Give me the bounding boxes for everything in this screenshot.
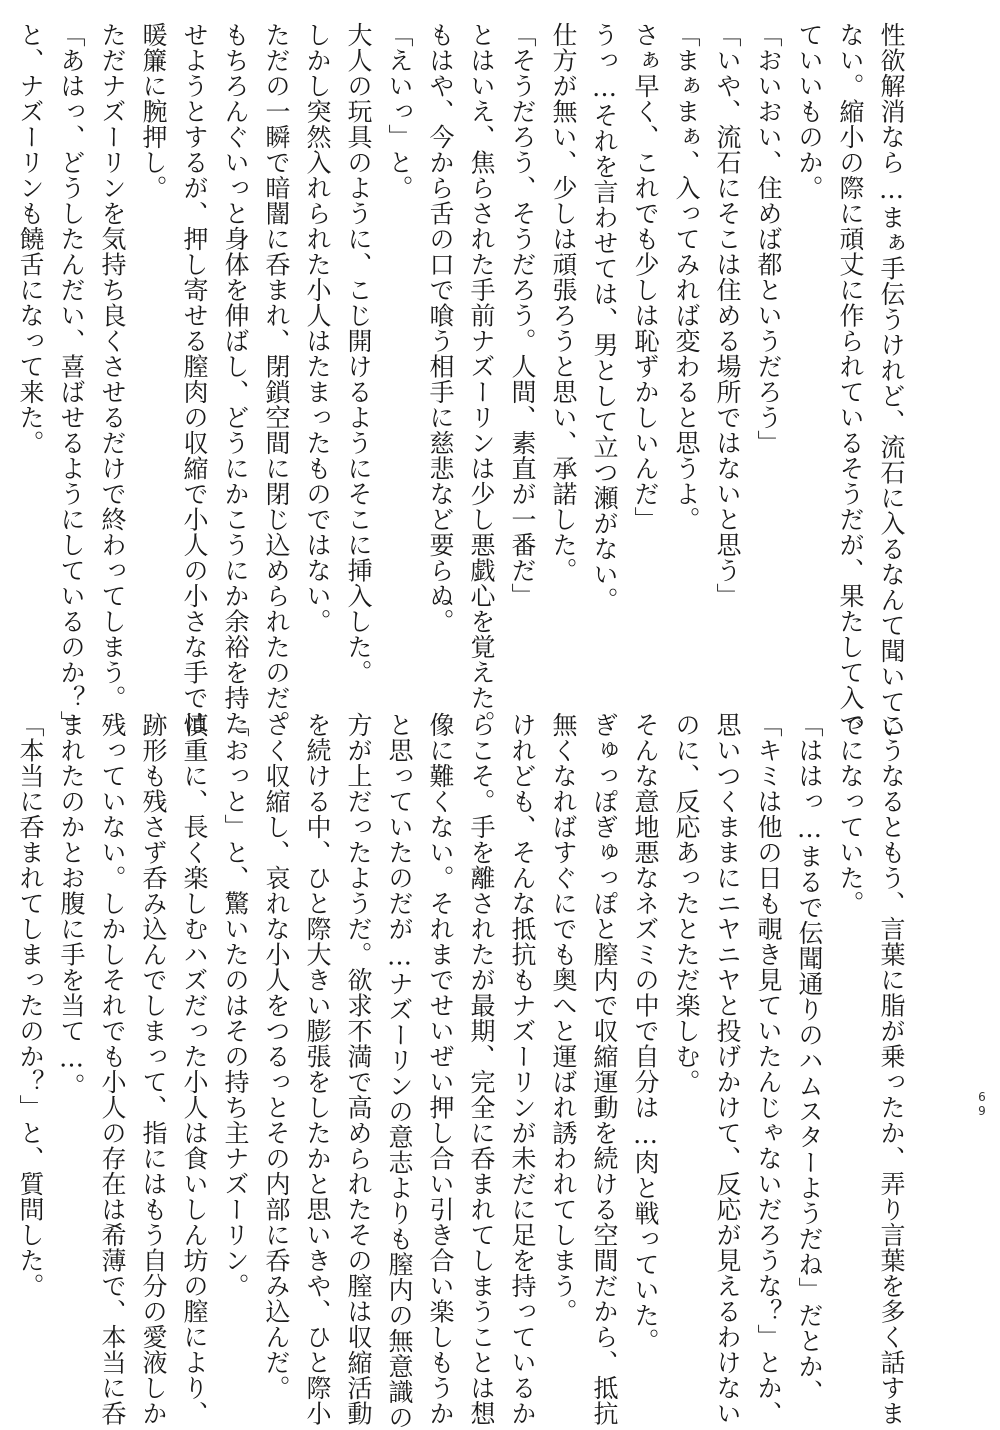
text-line: そんな意地悪なネズミの中で自分は…肉と戦っていた。 <box>631 712 660 1354</box>
text-line: ない。縮小の際に頑丈に作られているそうだが、果たして入っ <box>836 22 865 736</box>
text-line: しかし突然入れられた小人はたまったものではない。 <box>303 22 332 634</box>
text-line: を続ける中、ひと際大きい膨張をしたかと思いきや、ひと際小 <box>303 712 332 1426</box>
text-line: ただナズーリンを気持ち良くさせるだけで終わってしまう。 <box>98 22 127 711</box>
text-line: でになっていた。 <box>836 712 865 916</box>
text-line: 「本当に呑まれてしまったのか？」と、質問した。 <box>16 712 45 1299</box>
text-line: 性欲解消なら…まぁ手伝うけれど、流石に入るなんて聞いてい <box>877 22 906 740</box>
text-line: まれたのかとお腹に手を当て…。 <box>57 712 86 1099</box>
text-line: 跡形も残さず呑み込んでしまって、指にはもう自分の愛液しか <box>139 712 168 1426</box>
text-line: ぎゅっぽぎゅっぽと膣内で収縮運動を続ける空間だから、抵抗 <box>590 712 619 1426</box>
text-line: 「おっと」と、驚いたのはその持ち主ナズーリン。 <box>221 712 250 1299</box>
text-line: 慎重に、長く楽しむハズだった小人は食いしん坊の膣により、 <box>180 712 209 1426</box>
text-line: 「おいおい、住めば都というだろう」 <box>754 22 783 456</box>
text-line: ただの一瞬で暗闇に呑まれ、閉鎖空間に閉じ込められたのだ。 <box>262 22 291 736</box>
text-line: 無くなればすぐにでも奥へと運ばれ誘われてしまう。 <box>549 712 578 1324</box>
text-line: 「キミは他の日も覗き見ていたんじゃないだろうな？」とか、 <box>754 712 783 1426</box>
lower-text-column <box>16 712 912 1430</box>
text-line: せようとするが、押し寄せる膣肉の収縮で小人の小さな手では <box>180 22 209 736</box>
text-line: さく収縮し、哀れな小人をつるっとその内部に呑み込んだ。 <box>262 712 291 1401</box>
page-number: 69 <box>975 1090 989 1118</box>
text-line: 「えいっ」と。 <box>385 22 414 201</box>
text-line: 方が上だったようだ。欲求不満で高められたその膣は収縮活動 <box>344 712 373 1426</box>
text-line: 「そうだろう、そうだろう。人間、素直が一番だ」 <box>508 22 537 609</box>
text-line: 「ははっ…まるで伝聞通りのハムスターようだね」だとか、 <box>795 712 824 1405</box>
text-line: のに、反応あったとただ楽しむ。 <box>672 712 701 1095</box>
text-line: けれども、そんな抵抗もナズーリンが未だに足を持っているか <box>508 712 537 1426</box>
upper-text-column <box>16 22 912 740</box>
text-line: 像に難くない。それまでせいぜい押し合い引き合い楽しもうか <box>426 712 455 1426</box>
text-line: うっ…それを言わせては、男として立つ瀬がない。 <box>590 22 619 613</box>
text-line: と思っていたのだが…ナズーリンの意志よりも膣内の無意識の <box>385 712 414 1430</box>
text-line: らこそ。手を離されたが最期、完全に呑まれてしまうことは想 <box>467 712 496 1426</box>
text-line: 「まぁまぁ、入ってみれば変わると思うよ。 <box>672 22 701 532</box>
text-line: ていいものか。 <box>795 22 824 201</box>
text-line: さぁ早く、これでも少しは恥ずかしいんだ」 <box>631 22 660 532</box>
text-line: こうなるともう、言葉に脂が乗ったか、弄り言葉を多く話すま <box>877 712 906 1426</box>
text-line: 仕方が無い、少しは頑張ろうと思い、承諾した。 <box>549 22 578 583</box>
text-line: 「いや、流石にそこは住める場所ではないと思う」 <box>713 22 742 609</box>
text-line: もちろんぐいっと身体を伸ばし、どうにかこうにか余裕を持た <box>221 22 250 736</box>
text-line: 暖簾に腕押し。 <box>139 22 168 201</box>
text-line: 「あはっ、どうしたんだい、喜ばせるようにしているのか？」 <box>57 22 86 736</box>
text-line: 思いつくままにニヤニヤと投げかけて、反応が見えるわけない <box>713 712 742 1426</box>
text-line: と、ナズーリンも饒舌になって来た。 <box>16 22 45 456</box>
text-line: もはや、今から舌の口で喰う相手に慈悲など要らぬ。 <box>426 22 455 634</box>
text-line: 残っていない。しかしそれでも小人の存在は希薄で、本当に呑 <box>98 712 127 1426</box>
text-line: とはいえ、焦らされた手前ナズーリンは少し悪戯心を覚えた。 <box>467 22 496 736</box>
text-line: 大人の玩具のように、こじ開けるようにそこに挿入した。 <box>344 22 373 685</box>
